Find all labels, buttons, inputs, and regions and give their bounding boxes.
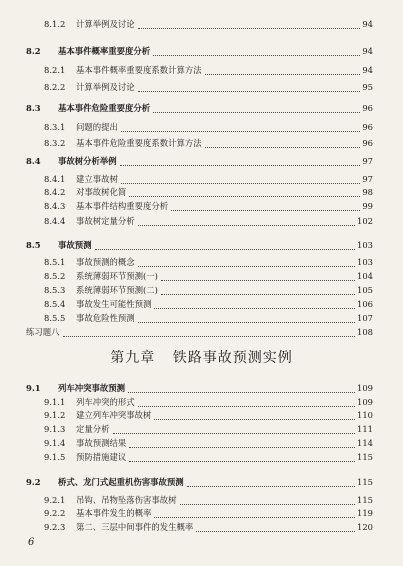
toc-entry-title: 事故预测结果 [76,438,127,448]
toc-entry-number: 9.2 [26,477,41,487]
toc-entry-page: 108 [357,327,373,337]
toc-entry-page: 94 [362,46,373,56]
toc-entry [0,476,403,489]
toc-entry-page: 97 [362,174,373,184]
toc-entry-number: 8.5.1 [44,257,66,267]
dot-leader [138,212,355,226]
toc-entry-number: 8.4.2 [44,187,66,197]
toc-entry-page: 96 [362,138,373,148]
toc-entry-number: 9.1.2 [44,410,66,420]
toc-entry-page: 94 [362,19,373,29]
dot-leader [138,253,355,267]
toc-entry-number: 9.1 [26,383,41,393]
dot-leader [95,236,355,250]
dot-leader [129,434,355,448]
toc-entry-number: 8.4.3 [44,201,66,211]
dot-leader [138,15,360,29]
toc-entry-title: 列车冲突事故预测 [58,383,125,393]
toc-entry-number: 8.3 [26,103,41,113]
toc-entry-title: 列车冲突的形式 [76,397,135,407]
toc-entry-title: 对事故树化简 [76,187,127,197]
toc-entry-page: 109 [357,397,373,407]
toc-entry-page: 102 [357,216,373,226]
toc-entry-title: 系统薄弱环节预测(二) [76,285,158,295]
toc-entry [0,155,403,168]
toc-entry-number: 8.5.2 [44,271,66,281]
toc-entry-title: 第二、三层中间事件的发生概率 [76,522,194,532]
toc-entry-number: 8.2 [26,46,41,56]
toc-entry-title: 事故树分析举例 [58,156,117,166]
toc-entry-page: 95 [362,82,373,92]
toc-entry-title: 计算举例及讨论 [76,19,135,29]
toc-entry-number: 9.1.3 [44,424,66,434]
toc-entry-number: 8.3.1 [44,122,66,132]
toc-entry-page: 107 [357,313,373,323]
dot-leader [205,134,360,148]
toc-entry-number: 9.2.2 [44,508,66,518]
toc-entry-page: 114 [357,438,373,448]
toc-entry-title: 基本事件概率重要度分析 [58,46,151,56]
toc-entry-number: 8.2.1 [44,65,66,75]
toc-entry-page: 98 [362,187,373,197]
dot-leader [121,118,360,132]
toc-entry-title: 建立列车冲突事故树 [76,410,152,420]
toc-entry-page: 96 [362,122,373,132]
toc-entry [0,18,403,31]
toc-entry [0,451,403,464]
toc-entry-number: 8.1.2 [44,19,66,29]
chapter-heading [0,347,403,367]
toc-entry-title: 事故危险性预测 [76,313,135,323]
dot-leader [161,281,355,295]
toc-entry-number: 9.1.1 [44,397,66,407]
toc-entry-number: 8.3.2 [44,138,66,148]
toc-entry [0,239,403,252]
toc-entry-number: 8.5.4 [44,299,66,309]
toc-entry-page: 120 [357,522,373,532]
dot-leader [128,379,355,393]
toc-entry-title: 基本事件危险重要度分析 [58,103,151,113]
toc-entry-page: 109 [357,383,373,393]
toc-entry-page: 115 [357,477,373,487]
toc-entry-page: 104 [357,271,373,281]
dot-leader [154,295,355,309]
toc-entry-page: 115 [357,452,373,462]
toc-entry-page: 103 [357,240,373,250]
toc-entry-title: 问题的提出 [76,122,118,132]
dot-leader [138,309,355,323]
dot-leader [138,393,355,407]
dot-leader [154,406,355,420]
toc-entry-title: 计算举例及讨论 [76,82,135,92]
toc-entry-page: 94 [362,65,373,75]
toc-entry-page: 96 [362,103,373,113]
toc-entry-title: 基本事件发生的概率 [76,508,152,518]
toc-entry-title: 定量分析 [76,424,110,434]
toc-entry-title: 练习题八 [26,327,60,337]
dot-leader [121,170,360,184]
page-number: 6 [28,537,35,548]
dot-leader [187,473,355,487]
toc-entry [0,521,403,534]
toc-entry-page: 106 [357,299,373,309]
toc-entry-number: 8.5.5 [44,313,66,323]
toc-entry-title: 基本事件结构重要度分析 [76,201,169,211]
toc-entry [0,102,403,115]
dot-leader [205,61,360,75]
dot-leader [153,42,360,56]
dot-leader [153,99,360,113]
dot-leader [154,504,355,518]
dot-leader [171,197,360,211]
toc-entry-number: 8.5 [26,240,41,250]
chapter-label: 第九章 [110,350,156,366]
toc-entry-title: 事故树定量分析 [76,216,135,226]
toc-entry-title: 基本事件危险重要度系数计算方法 [76,138,202,148]
toc-entry-number: 8.4.1 [44,174,66,184]
toc-entry-number: 8.2.2 [44,82,66,92]
toc-entry [0,326,403,339]
toc-entry-title: 系统薄弱环节预测(一) [76,271,158,281]
toc-entry-title: 事故预测的概念 [76,257,135,267]
dot-leader [129,448,355,462]
dot-leader [138,78,360,92]
toc-entry [0,64,403,77]
toc-entry [0,215,403,228]
toc-entry-title: 建立事故树 [76,174,118,184]
dot-leader [196,518,355,532]
toc-entry-title: 基本事件概率重要度系数计算方法 [76,65,202,75]
toc-entry-title: 事故发生可能性预测 [76,299,152,309]
toc-entry-number: 9.1.4 [44,438,66,448]
toc-entry-title: 预防措施建议 [76,452,127,462]
toc-entry [0,45,403,58]
toc-entry-page: 97 [362,156,373,166]
dot-leader [113,420,355,434]
toc-entry-page: 99 [362,201,373,211]
dot-leader [180,491,355,505]
toc-entry-number: 9.2.1 [44,495,66,505]
toc-entry-page: 105 [357,285,373,295]
toc-entry-page: 111 [357,424,373,434]
toc-entry-title: 吊钩、吊物坠落伤害事故树 [76,495,177,505]
toc-entry-number: 9.1.5 [44,452,66,462]
dot-leader [120,152,360,166]
dot-leader [129,183,360,197]
toc-entry-number: 8.5.3 [44,285,66,295]
toc-entry-page: 110 [357,410,373,420]
toc-entry-title: 桥式、龙门式起重机伤害事故预测 [58,477,184,487]
dot-leader [161,267,355,281]
toc-entry-number: 9.2.3 [44,522,66,532]
toc-entry-number: 8.4.4 [44,216,66,226]
toc-entry [0,81,403,94]
toc-entry [0,137,403,150]
toc-entry-page: 103 [357,257,373,267]
toc-entry-page: 115 [357,495,373,505]
toc-entry-title: 事故预测 [58,240,92,250]
dot-leader [63,323,355,337]
toc-entry-number: 8.4 [26,156,41,166]
chapter-title: 铁路事故预测实例 [172,350,293,366]
toc-entry-page: 119 [357,508,373,518]
toc-entry [0,121,403,134]
